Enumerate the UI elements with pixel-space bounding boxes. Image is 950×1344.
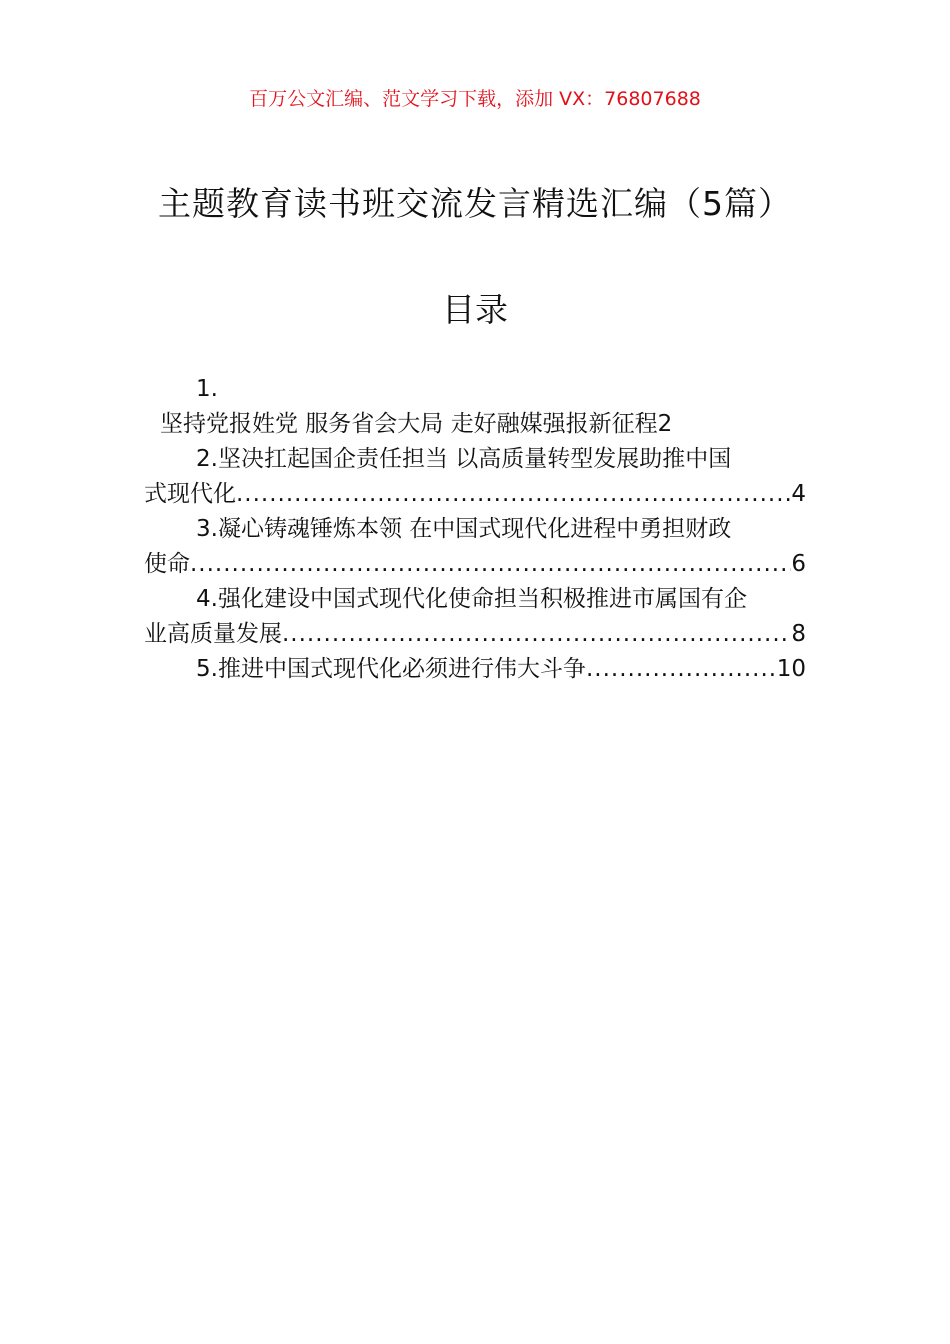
toc-entry-4-page: 8 [791, 621, 806, 647]
toc-entry-2-title-cont: 式现代化 [144, 481, 236, 507]
toc-entry-4[interactable] [144, 617, 806, 652]
toc-entry-1-page: 2 [657, 411, 673, 437]
toc-entry-1-number[interactable]: 1. [196, 376, 218, 402]
toc-entry-4-title-cont: 业高质量发展 [144, 621, 282, 647]
toc-entry-3-page: 6 [791, 551, 806, 577]
toc-entry-2-page: 4 [791, 481, 806, 507]
promo-banner: 百万公文汇编、范文学习下载，添加 VX：76807688 [249, 88, 701, 110]
document-title: 主题教育读书班交流发言精选汇编（5篇） [158, 184, 792, 223]
toc-entry-5-title: 5.推进中国式现代化必须进行伟大斗争 [196, 656, 586, 682]
toc-entry-1[interactable] [144, 407, 806, 442]
toc-entry-3-title-cont: 使命 [144, 551, 190, 577]
toc-leader-dots [282, 617, 791, 652]
toc-leader-dots [236, 477, 791, 512]
toc-leader-dots [190, 547, 791, 582]
toc-entry-5[interactable] [144, 652, 806, 687]
table-of-contents [144, 372, 806, 687]
toc-heading: 目录 [442, 290, 508, 329]
toc-entry-2[interactable] [144, 477, 806, 512]
toc-leader-dots [586, 652, 777, 687]
toc-entry-2-title[interactable]: 2.坚决扛起国企责任担当 以高质量转型发展助推中国 [196, 446, 732, 472]
toc-entry-4-title[interactable]: 4.强化建设中国式现代化使命担当积极推进市属国有企 [196, 586, 747, 612]
toc-entry-3-title[interactable]: 3.凝心铸魂锤炼本领 在中国式现代化进程中勇担财政 [196, 516, 732, 542]
toc-entry-5-page: 10 [776, 656, 806, 682]
toc-entry-3[interactable] [144, 547, 806, 582]
toc-entry-1-title: 坚持党报姓党 服务省会大局 走好融媒强报新征程 [160, 411, 658, 437]
